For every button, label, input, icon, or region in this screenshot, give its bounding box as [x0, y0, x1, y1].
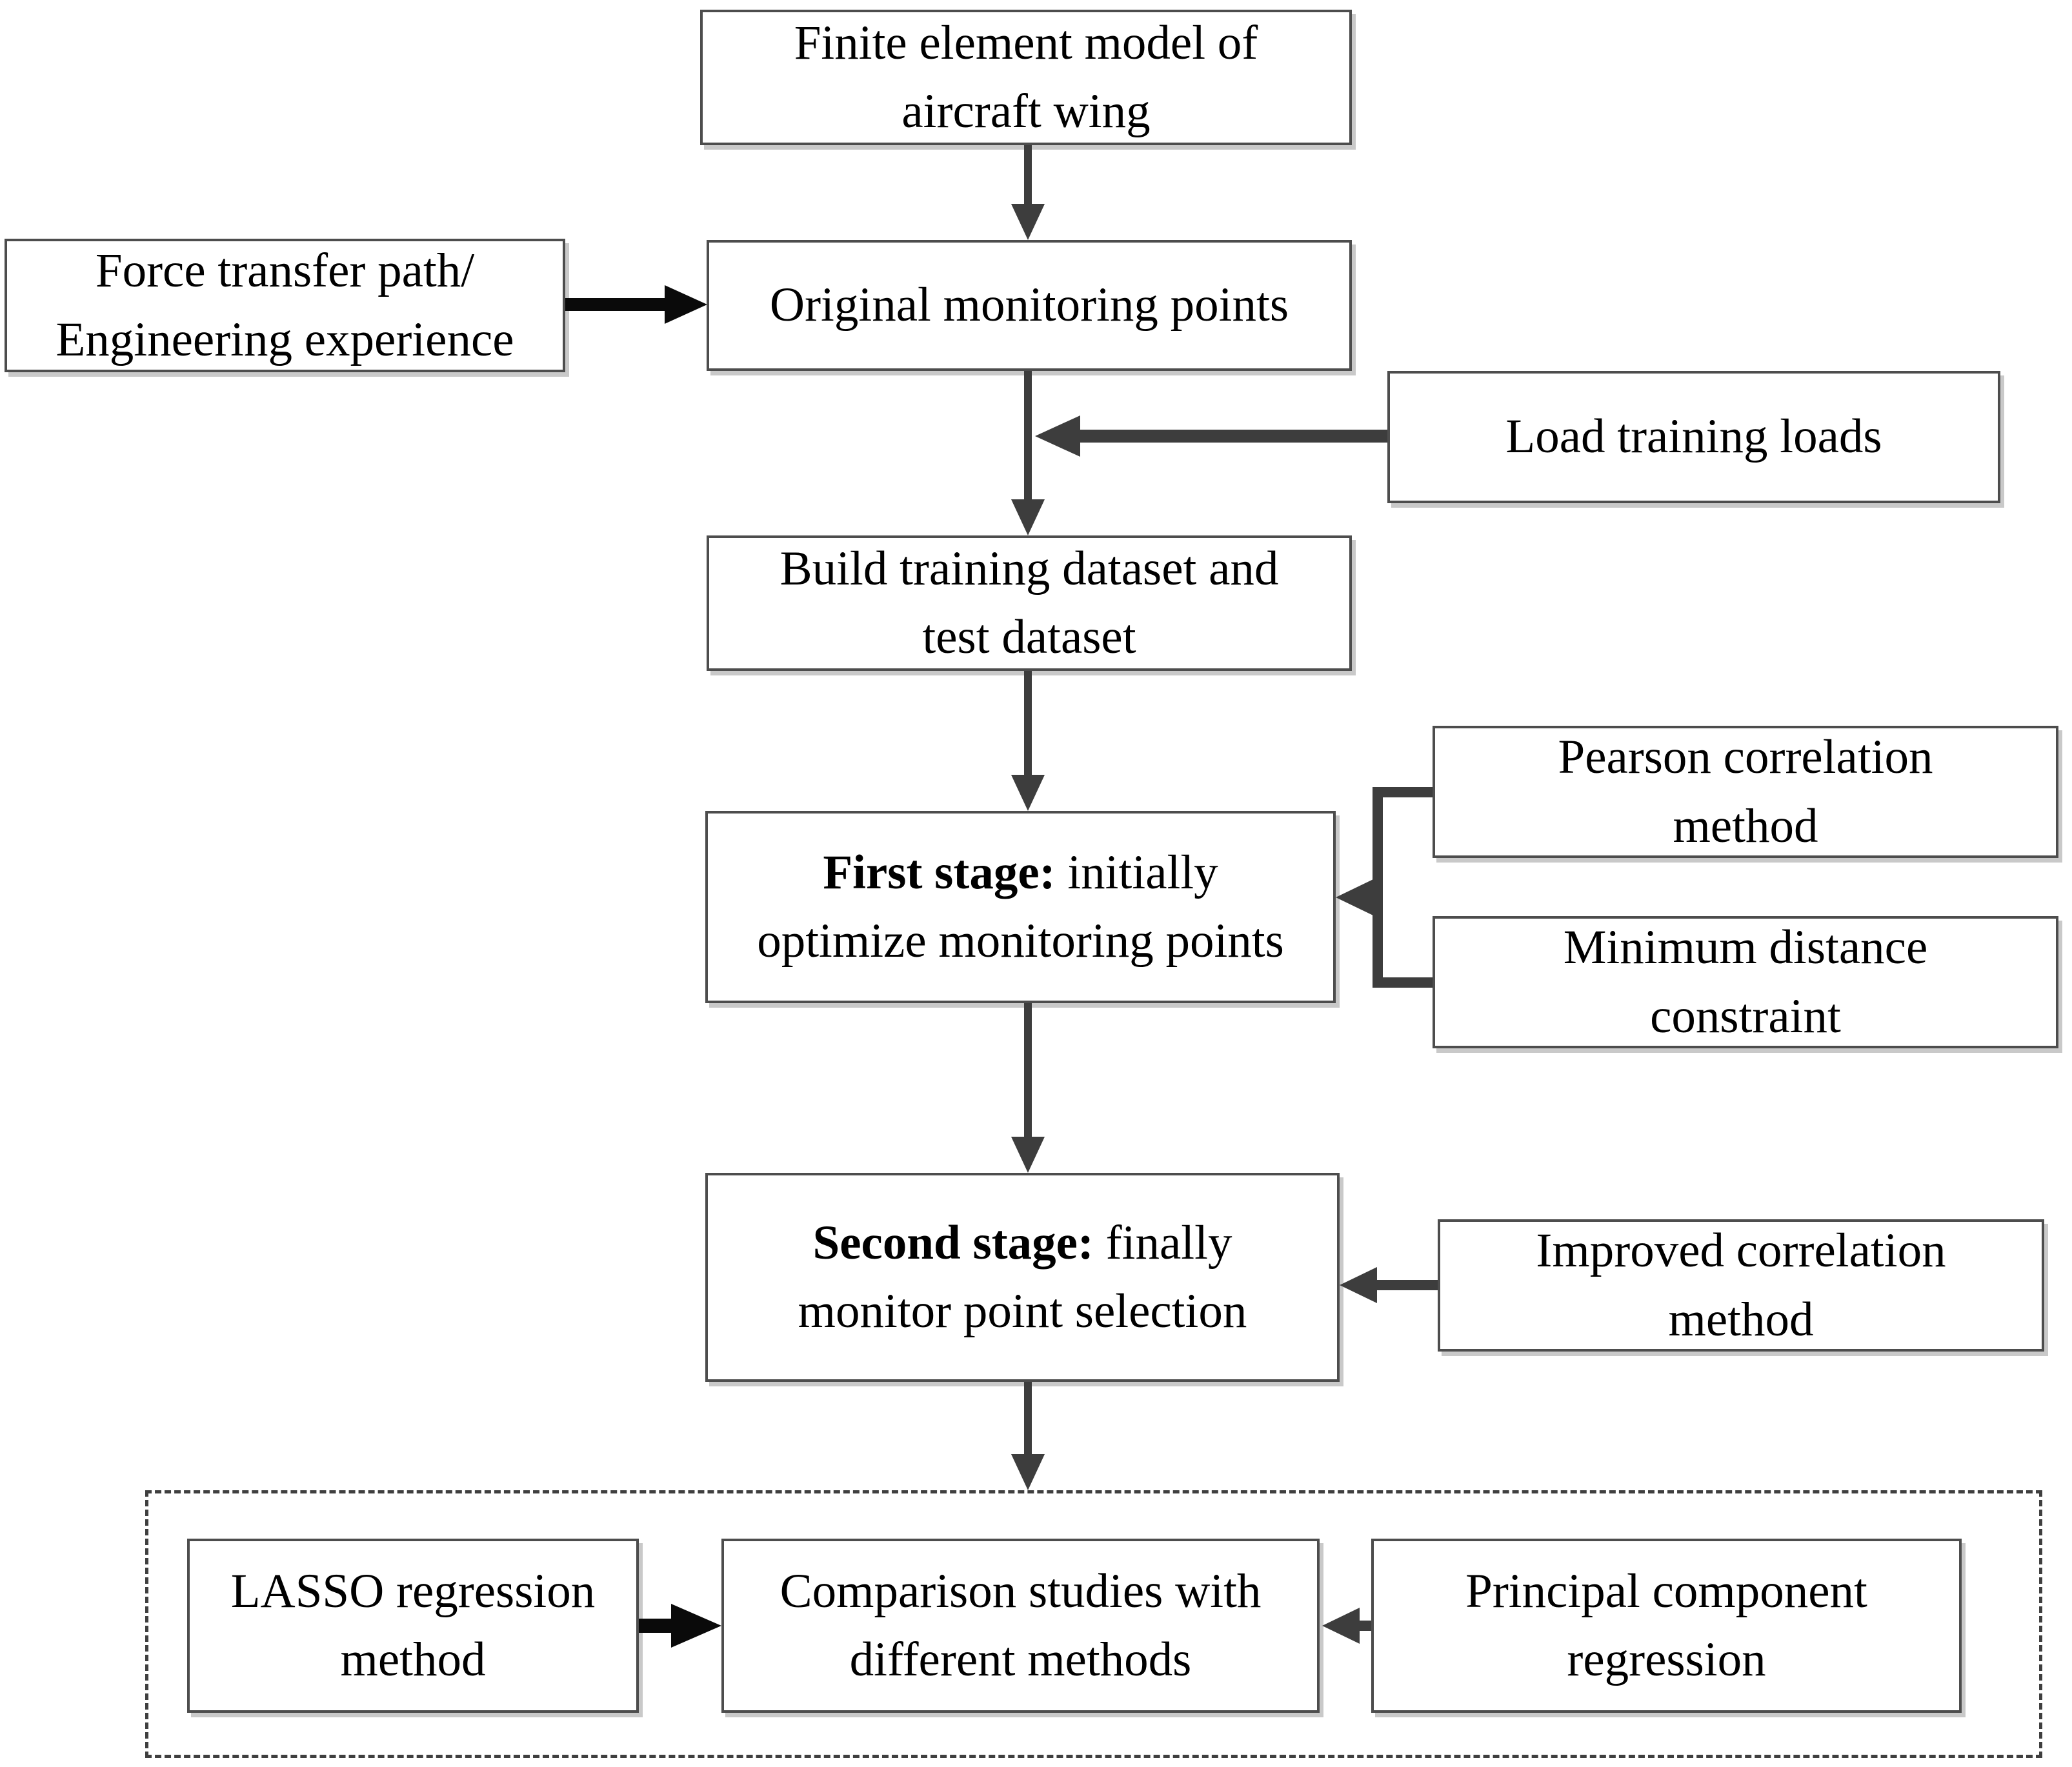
node-label-line: optimize monitoring points — [757, 914, 1284, 968]
arrow-lasso-to-comparison-head — [671, 1604, 721, 1648]
first-stage-normal-label: initially — [1055, 845, 1218, 899]
arrow-principal-to-comparison-line — [1358, 1621, 1371, 1631]
node-label-line: monitor point selection — [798, 1284, 1247, 1338]
node-label-line: LASSO regression — [230, 1564, 596, 1618]
node-label-line: Finite element model of — [794, 15, 1258, 70]
node-label-line: Improved correlation — [1536, 1224, 1946, 1277]
node-load-training-loads — [1387, 371, 2000, 503]
node-label-line: constraint — [1650, 989, 1841, 1043]
arrow-bracket-to-first-head — [1336, 879, 1373, 915]
node-improved-correlation — [1438, 1219, 2044, 1352]
node-label-line: Original monitoring points — [769, 278, 1289, 332]
arrow-build-to-first-line — [1024, 671, 1032, 778]
second-stage-bold-label: Second stage: — [812, 1215, 1094, 1270]
arrow-principal-to-comparison-head — [1322, 1608, 1360, 1644]
bracket-vertical-stem — [1373, 787, 1383, 988]
node-principal-component — [1371, 1539, 1962, 1713]
node-label-line: Engineering experience — [55, 312, 514, 366]
node-label-line: test dataset — [922, 610, 1136, 664]
node-first-stage — [705, 811, 1336, 1003]
node-label-line: Load training loads — [1505, 410, 1882, 464]
node-label-line — [813, 1209, 1232, 1278]
arrow-improved-to-second-line — [1372, 1280, 1438, 1290]
arrow-finite-to-original-line — [1024, 145, 1032, 207]
node-label-line: Pearson correlation — [1558, 730, 1933, 784]
node-label-line: regression — [1567, 1633, 1766, 1686]
arrow-original-to-build-head — [1011, 499, 1045, 535]
arrow-load-to-flow-head — [1035, 415, 1080, 457]
arrow-force-to-original-line — [565, 298, 669, 311]
node-minimum-distance — [1433, 916, 2058, 1048]
node-original-monitoring-points — [707, 240, 1352, 371]
arrow-original-to-build-line — [1024, 371, 1032, 501]
arrow-force-to-original-head — [665, 285, 707, 324]
node-label-line: method — [340, 1633, 486, 1686]
arrow-first-to-second-line — [1024, 1003, 1032, 1140]
arrow-second-to-group-head — [1011, 1454, 1045, 1490]
arrow-improved-to-second-head — [1340, 1267, 1377, 1303]
node-build-datasets — [707, 535, 1352, 671]
node-label-line: Force transfer path/ — [95, 244, 475, 297]
node-second-stage — [705, 1173, 1340, 1382]
node-label-line: Principal component — [1465, 1564, 1867, 1618]
node-comparison-studies — [721, 1539, 1320, 1713]
node-label-line: Build training dataset and — [780, 541, 1279, 595]
arrow-second-to-group-line — [1024, 1382, 1032, 1457]
second-stage-normal-label: finally — [1093, 1215, 1232, 1270]
arrow-finite-to-original-head — [1011, 204, 1045, 240]
node-label-line: Minimum distance — [1563, 921, 1928, 974]
arrow-first-to-second-head — [1011, 1137, 1045, 1173]
node-label-line — [823, 839, 1218, 908]
node-label-line: method — [1668, 1292, 1814, 1346]
first-stage-bold-label: First stage: — [823, 845, 1056, 899]
node-finite-element-model — [700, 10, 1352, 145]
node-pearson-correlation — [1433, 726, 2058, 858]
node-label-line: method — [1673, 799, 1818, 853]
node-label-line: Comparison studies with — [780, 1564, 1262, 1618]
node-lasso-regression — [187, 1539, 639, 1713]
node-label-line: different methods — [849, 1633, 1192, 1686]
node-label-line: aircraft wing — [901, 85, 1151, 138]
arrow-build-to-first-head — [1011, 775, 1045, 811]
arrow-load-to-flow-line — [1078, 430, 1387, 443]
node-force-transfer-path — [5, 239, 565, 372]
